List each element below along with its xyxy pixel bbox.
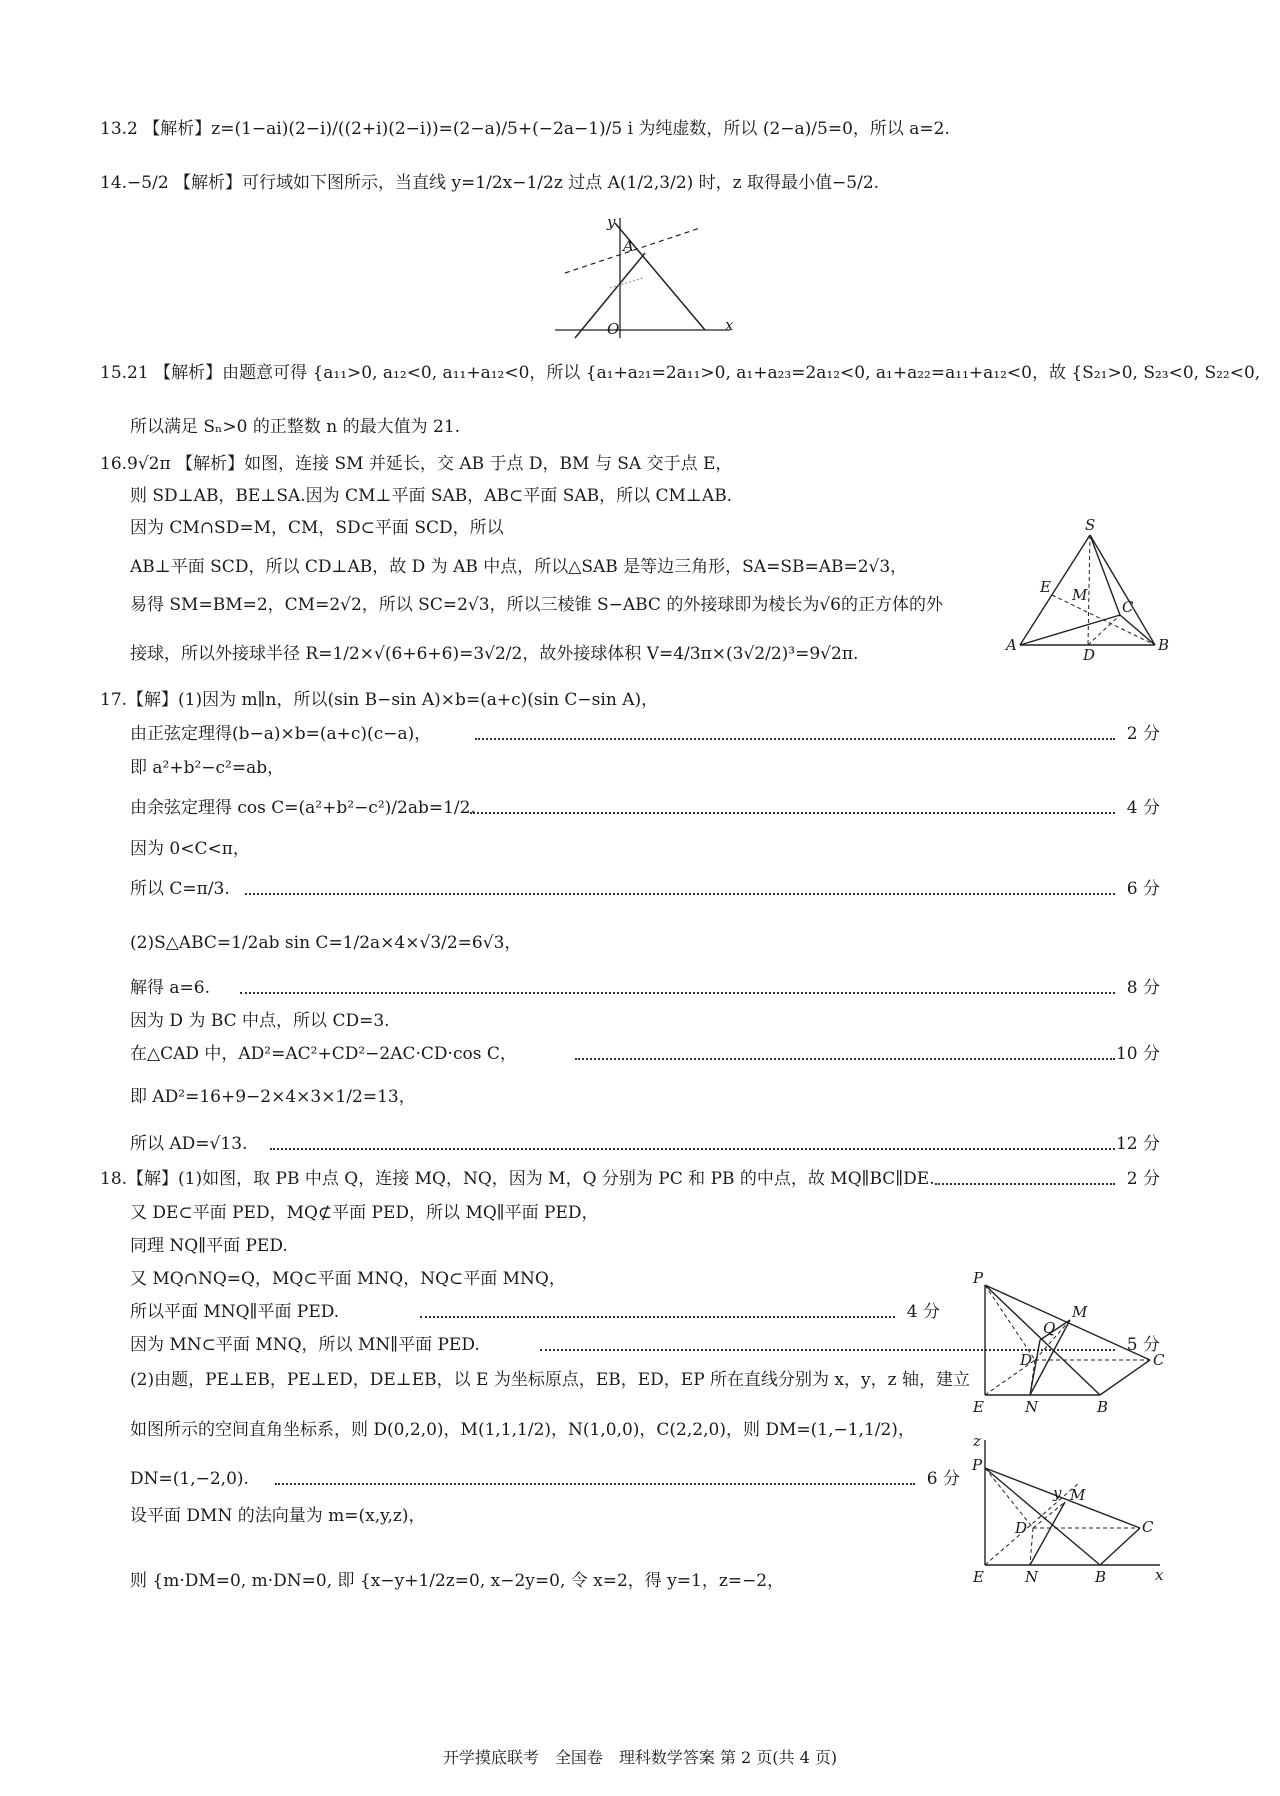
text-line	[130, 1086, 416, 1108]
text-line	[130, 977, 210, 999]
text-line	[100, 118, 950, 140]
score-label: 8 分	[1126, 978, 1160, 998]
line-text: (2)由题，PE⊥EB，PE⊥ED，DE⊥EB，以 E 为坐标原点，EB，ED，EP 所在直线分别为 x，y，z 轴，建立	[130, 1370, 970, 1390]
label-y: y	[607, 213, 616, 231]
line-text: 则 {m·DM=0, m·DN=0, 即 {x−y+1/2z=0, x−2y=0, 令 x=2，得 y=1，z=−2，	[130, 1571, 785, 1591]
line-text: 又 MQ∩NQ=Q，MQ⊂平面 MNQ，NQ⊂平面 MNQ，	[130, 1269, 566, 1289]
dotted-leader	[575, 1058, 1115, 1060]
page-footer: 开学摸底联考 全国卷 理科数学答案 第 2 页(共 4 页)	[442, 1748, 838, 1767]
text-line	[130, 932, 521, 954]
text-line	[130, 1202, 599, 1224]
line-text: 如图所示的空间直角坐标系，则 D(0,2,0)，M(1,1,1/2)，N(1,0,0)，C(2,2,0)，则 DM=(1,−1,1/2)，	[130, 1420, 915, 1440]
line-text: 则 SD⊥AB，BE⊥SA.因为 CM⊥平面 SAB，AB⊂平面 SAB，所以 CM⊥AB.	[130, 486, 733, 506]
text-line	[100, 453, 732, 475]
score-label: 4 分	[906, 1302, 940, 1322]
line-text: 解得 a=6.	[130, 978, 211, 998]
text-line	[130, 517, 504, 539]
label-y: y	[1053, 1484, 1062, 1502]
label-B: B	[1097, 1398, 1109, 1416]
label-S: S	[1085, 516, 1096, 534]
label-E: E	[973, 1568, 984, 1586]
line-text: 由正弦定理得(b−a)×b=(a+c)(c−a)，	[130, 724, 432, 744]
text-line	[100, 1168, 935, 1190]
dotted-leader	[470, 812, 1115, 814]
text-line	[130, 1369, 970, 1391]
label-A: A	[623, 237, 634, 255]
score-label: 6 分	[1126, 879, 1160, 899]
dotted-leader	[475, 738, 1115, 740]
text-line	[130, 1043, 517, 1065]
line-text: 易得 SM=BM=2，CM=2√2，所以 SC=2√3，所以三棱锥 S−ABC 的外接球即为棱长为√6的正方体的外	[130, 595, 943, 615]
label-M: M	[1072, 1303, 1088, 1321]
line-text: AB⊥平面 SCD，所以 CD⊥AB，故 D 为 AB 中点，所以△SAB 是等边三角形，SA=SB=AB=2√3，	[130, 557, 908, 577]
dotted-leader	[240, 992, 1115, 994]
line-text: 所以满足 Sₙ>0 的正整数 n 的最大值为 21.	[130, 417, 461, 437]
line-text: 因为 0<C<π，	[130, 839, 250, 859]
line-text: 接球，所以外接球半径 R=1/2×√(6+6+6)=3√2/2，故外接球体积 V=4/3π×(3√2/2)³=9√2π.	[130, 644, 859, 664]
text-line	[130, 723, 431, 745]
label-D: D	[1020, 1351, 1033, 1369]
line-text: 在△CAD 中，AD²=AC²+CD²−2AC·CD·cos C，	[130, 1044, 517, 1064]
score-label: 2 分	[1126, 724, 1160, 744]
text-line	[130, 1235, 288, 1257]
dotted-leader	[420, 1316, 895, 1318]
text-line	[130, 594, 943, 616]
line-text: 同理 NQ∥平面 PED.	[130, 1236, 288, 1256]
figure-q18-solid	[973, 1269, 1175, 1416]
label-B: B	[1158, 636, 1170, 654]
text-line	[130, 556, 907, 578]
score-label: 6 分	[926, 1469, 960, 1489]
label-Q: Q	[1043, 1319, 1056, 1337]
label-M: M	[1070, 1486, 1086, 1504]
text-line	[100, 172, 879, 194]
score-label: 5 分	[1126, 1335, 1160, 1355]
label-O: O	[607, 320, 620, 338]
line-text: 即 AD²=16+9−2×4×3×1/2=13，	[130, 1087, 416, 1107]
text-line	[130, 1419, 915, 1441]
dotted-leader	[935, 1183, 1115, 1185]
line-text: 所以 AD=√13.	[130, 1134, 248, 1154]
text-line	[130, 643, 858, 665]
text-line	[130, 1570, 784, 1592]
line-text: 14.−5/2 【解析】可行域如下图所示，当直线 y=1/2x−1/2z 过点 A(1/2,3/2) 时，z 取得最小值−5/2.	[100, 173, 880, 193]
line-text: 15.21 【解析】由题意可得 {a₁₁>0, a₁₂<0, a₁₁+a₁₂<0，所以 {a₁+a₂₁=2a₁₁>0, a₁+a₂₃=2a₁₂<0, a₁+a₂₂=a₁₁+a₁₂<0，故 {S₂₁>0, S₂₃<0, S₂₂<0,	[100, 363, 1261, 383]
text-line	[130, 878, 230, 900]
dotted-leader	[270, 1148, 1115, 1150]
line-text: DN=(1,−2,0).	[130, 1469, 249, 1489]
line-text: 由余弦定理得 cos C=(a²+b²−c²)/2ab=1/2.	[130, 798, 476, 818]
line-text: 16.9√2π 【解析】如图，连接 SM 并延长，交 AB 于点 D，BM 与 SA 交于点 E，	[100, 454, 733, 474]
score-label: 10 分	[1115, 1044, 1160, 1064]
line-text: (2)S△ABC=1/2ab sin C=1/2a×4×√3/2=6√3，	[130, 933, 522, 953]
dotted-leader	[275, 1483, 915, 1485]
label-x: x	[1155, 1566, 1164, 1584]
label-A: A	[1006, 636, 1017, 654]
dotted-leader	[245, 893, 1115, 895]
label-D: D	[1083, 646, 1096, 664]
text-line	[130, 1301, 339, 1323]
score-label: 2 分	[1126, 1169, 1160, 1189]
text-line	[130, 485, 732, 507]
label-C: C	[1122, 598, 1134, 616]
line-text: 所以平面 MNQ∥平面 PED.	[130, 1302, 340, 1322]
label-P: P	[973, 1269, 984, 1287]
text-line	[100, 362, 1260, 384]
text-line	[130, 1133, 247, 1155]
text-line	[130, 797, 476, 819]
label-C: C	[1142, 1518, 1154, 1536]
label-P: P	[972, 1456, 983, 1474]
line-text: 因为 D 为 BC 中点，所以 CD=3.	[130, 1011, 390, 1031]
label-z: z	[973, 1432, 981, 1450]
label-D: D	[1015, 1519, 1028, 1537]
text-line	[130, 1505, 425, 1527]
label-x: x	[725, 316, 734, 334]
label-N: N	[1025, 1398, 1039, 1416]
figure-q18-coordinates	[972, 1432, 1175, 1586]
line-text: 13.2 【解析】z=(1−ai)(2−i)/((2+i)(2−i))=(2−a)/5+(−2a−1)/5 i 为纯虚数，所以 (2−a)/5=0，所以 a=2.	[100, 119, 950, 139]
text-line	[130, 1010, 390, 1032]
line-text: 又 DE⊂平面 PED，MQ⊄平面 PED，所以 MQ∥平面 PED，	[130, 1203, 599, 1223]
line-text: 因为 CM∩SD=M，CM，SD⊂平面 SCD，所以	[130, 518, 504, 538]
text-line	[130, 838, 250, 860]
label-N: N	[1025, 1568, 1039, 1586]
label-M: M	[1072, 586, 1088, 604]
text-line	[130, 1334, 480, 1356]
label-C: C	[1153, 1351, 1165, 1369]
line-text: 17.【解】(1)因为 m∥n，所以(sin B−sin A)×b=(a+c)(sin C−sin A)，	[100, 690, 659, 710]
score-label: 4 分	[1126, 798, 1160, 818]
line-text: 设平面 DMN 的法向量为 m=(x,y,z)，	[130, 1506, 426, 1526]
line-text: 即 a²+b²−c²=ab，	[130, 758, 285, 778]
figure-q16-pyramid	[1006, 516, 1170, 664]
label-B: B	[1095, 1568, 1107, 1586]
score-label: 12 分	[1115, 1134, 1160, 1154]
text-line	[100, 689, 658, 711]
line-text: 18.【解】(1)如图，取 PB 中点 Q，连接 MQ，NQ，因为 M，Q 分别为 PC 和 PB 的中点，故 MQ∥BC∥DE.	[100, 1169, 935, 1189]
line-text: 因为 MN⊂平面 MNQ，所以 MN∥平面 PED.	[130, 1335, 480, 1355]
line-text: 所以 C=π/3.	[130, 879, 230, 899]
text-line	[130, 416, 460, 438]
text-line	[130, 1468, 249, 1490]
label-E: E	[1040, 578, 1051, 596]
label-E: E	[973, 1398, 984, 1416]
text-line	[130, 1268, 566, 1290]
figure-q14-feasible-region	[555, 213, 735, 338]
text-line	[130, 757, 284, 779]
